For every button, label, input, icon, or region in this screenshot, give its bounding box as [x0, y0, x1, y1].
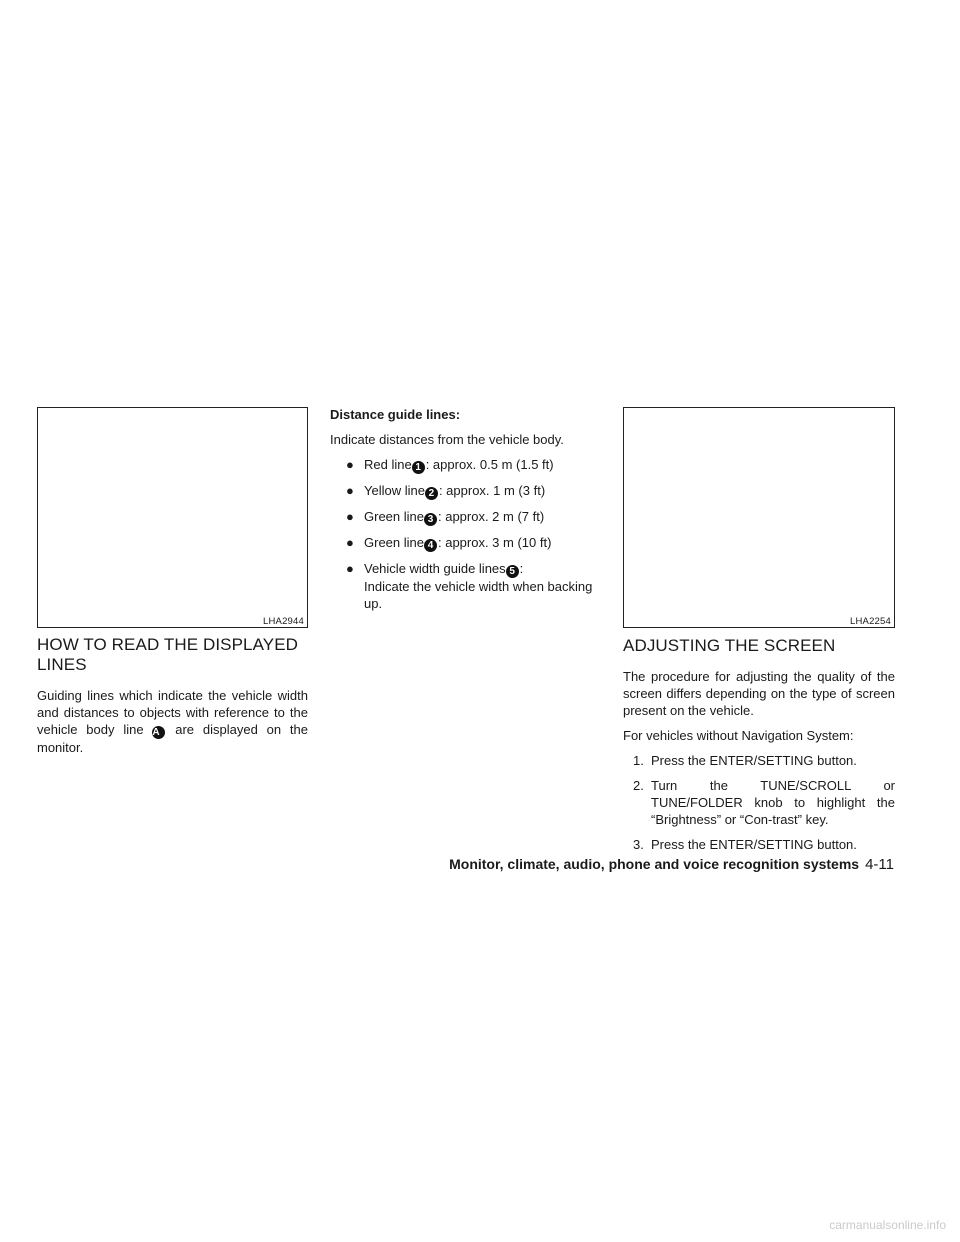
list-item: ● Yellow line 2 : approx. 1 m (3 ft) — [346, 483, 546, 499]
callout-3: 3 — [424, 513, 437, 526]
adjust-intro-paragraph: The procedure for adjusting the quality of the screen differs depending on the type of screen present on the vehicle. — [623, 669, 895, 718]
callout-2: 2 — [425, 487, 438, 500]
section-heading-displayed-lines: HOW TO READ THE DISPLAYED LINES — [37, 635, 299, 674]
bullet-icon: ● — [346, 509, 354, 524]
list-item: ● Green line 3 : approx. 2 m (7 ft) — [346, 509, 545, 525]
callout-a: A — [152, 726, 165, 739]
distance-guide-subhead: Distance guide lines: — [330, 407, 461, 422]
bullet-icon: ● — [346, 483, 354, 498]
distance-guide-intro: Indicate distances from the vehicle body. — [330, 432, 564, 447]
right-column — [623, 636, 895, 861]
list-item: ● Vehicle width guide lines 5 : Indicate the vehicle width when backing up. — [346, 561, 593, 611]
bullet-icon: ● — [346, 535, 354, 550]
page-footer — [449, 856, 894, 873]
section-heading-adjusting-screen: ADJUSTING THE SCREEN — [623, 636, 836, 655]
distance-guide-list — [330, 456, 610, 612]
page-number: 4-11 — [865, 856, 894, 873]
figure-label: LHA2944 — [260, 615, 307, 627]
callout-1: 1 — [412, 461, 425, 474]
bullet-icon: ● — [346, 561, 354, 576]
bullet-icon: ● — [346, 457, 354, 472]
no-navigation-paragraph: For vehicles without Navigation System: — [623, 728, 854, 743]
left-column — [37, 635, 308, 764]
footer-section-title: Monitor, climate, audio, phone and voice recognition systems — [449, 856, 860, 872]
list-item: 3. Press the ENTER/SETTING button. — [633, 837, 857, 852]
figure-label: LHA2254 — [847, 615, 894, 627]
figure-lha2254 — [623, 407, 895, 628]
adjust-steps-list — [623, 752, 895, 853]
figure-lha2944 — [37, 407, 308, 628]
list-item: 1. Press the ENTER/SETTING button. — [633, 753, 857, 768]
list-item: 2. Turn the TUNE/SCROLL or TUNE/FOLDER knob to highlight the “Brightness” or “Con-trast” key. — [633, 778, 895, 827]
guiding-lines-paragraph: Guiding lines which indicate the vehicle width and distances to objects with reference to the vehicle body line A are displayed on the monitor. — [37, 688, 308, 755]
middle-column — [330, 406, 610, 620]
list-item: ● Green line 4 : approx. 3 m (10 ft) — [346, 535, 552, 551]
callout-5: 5 — [506, 565, 519, 578]
callout-4: 4 — [424, 539, 437, 552]
watermark: carmanualsonline.info — [829, 1218, 946, 1232]
list-item: ● Red line 1 : approx. 0.5 m (1.5 ft) — [346, 457, 554, 473]
